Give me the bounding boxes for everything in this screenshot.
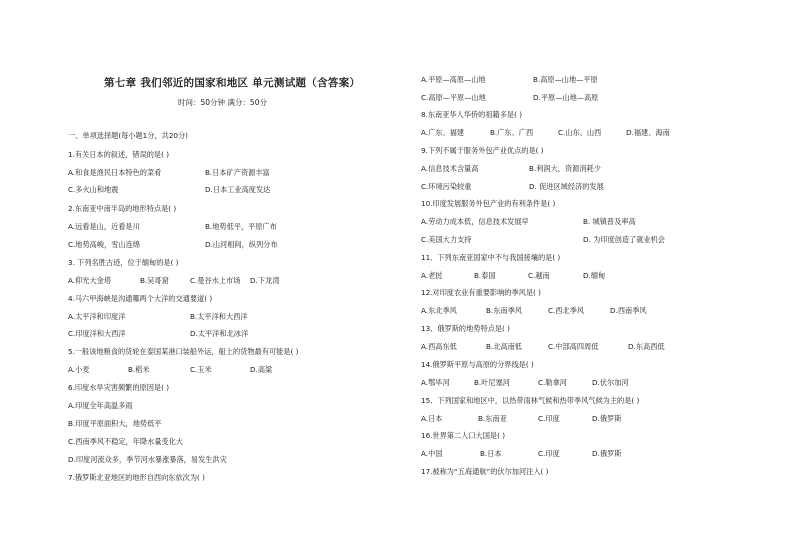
q1-option-a: A.和食是渔民日本特色的菜肴 (68, 168, 162, 177)
q10-option-b: B. 城镇普及率高 (583, 217, 636, 226)
question-12: 12.对印度农业有重要影响的季风是( ) (421, 288, 541, 297)
q6-option-c: C.西南季风不稳定，年降水量变化大 (68, 437, 184, 446)
q11-option-c: C.越南 (528, 271, 550, 280)
q14-option-c: C.勒拿河 (538, 378, 567, 387)
q9-option-d: D. 促进区域经济的发展 (529, 182, 604, 191)
question-6: 6.印度水旱灾害频繁的原因是( ) (68, 383, 170, 392)
q7-option-d: D.平原—山地—高原 (533, 93, 599, 102)
q8-option-d: D.福建、海南 (626, 128, 670, 137)
q14-option-b: B.叶尼塞河 (474, 378, 510, 387)
q11-option-a: A.老挝 (421, 271, 443, 280)
q12-option-a: A.东北季风 (421, 306, 457, 315)
question-3: 3. 下列名胜古迹，位于缅甸的是( ) (68, 258, 179, 267)
q15-option-a: A.日本 (421, 414, 443, 423)
q9-option-a: A.信息技术含量高 (421, 164, 479, 173)
q15-option-c: C.印度 (538, 414, 560, 423)
q10-option-a: A.劳动力成本低，信息技术发展早 (421, 217, 529, 226)
q9-option-c: C.环境污染较重 (421, 182, 472, 191)
q12-option-d: D.西南季风 (610, 306, 647, 315)
page-title: 第七章 我们邻近的国家和地区 单元测试题（含答案） (104, 77, 361, 89)
question-10: 10.印度发展服务外包产业的有利条件是( ) (421, 199, 556, 208)
question-11: 11、下列东南亚国家中不与我国接壤的是( ) (421, 253, 561, 262)
q12-option-b: B.东南季风 (486, 306, 522, 315)
q10-option-d: D. 为印度创造了就业机会 (583, 235, 665, 244)
q4-option-c: C.印度洋和大西洋 (68, 329, 126, 338)
q6-option-b: B.印度平原面积大，地势低平 (68, 419, 162, 428)
question-13: 13、俄罗斯的地势特点是( ) (421, 324, 510, 333)
section-heading: 一、单项选择题(每小题1分，共20分) (68, 131, 188, 140)
q7-option-b: B.高原—山地—平原 (533, 75, 598, 84)
q8-option-b: B.广东、广西 (490, 128, 534, 137)
q3-option-c: C.曼谷水上市场 (190, 276, 241, 285)
q16-option-c: C.印度 (538, 449, 560, 458)
q4-option-b: B.太平洋和大西洋 (190, 312, 248, 321)
question-7: 7.俄罗斯北亚地区的地形自西向东依次为( ) (68, 473, 205, 482)
q13-option-b: B.北高南低 (486, 342, 522, 351)
q6-option-d: D.印度河流众多，季节河水暴涨暴落，易发生洪灾 (68, 455, 227, 464)
q8-option-a: A.广东、福建 (421, 128, 465, 137)
q11-option-b: B.泰国 (474, 271, 496, 280)
q13-option-a: A.西高东低 (421, 342, 457, 351)
q15-option-b: B.东南亚 (478, 414, 507, 423)
q3-option-a: A.仰光大金塔 (68, 276, 112, 285)
question-5: 5.一般该地粮食的货轮在泰国某港口装船外运，船上的货物最有可能是( ) (68, 347, 299, 356)
q5-option-c: C.玉米 (190, 365, 212, 374)
q4-option-d: D.太平洋和北冰洋 (190, 329, 249, 338)
question-17: 17.被称为“五海通航”的伏尔加河注入( ) (421, 467, 549, 476)
q14-option-a: A.鄂毕河 (421, 378, 450, 387)
q1-option-b: B.日本矿产资源丰富 (205, 168, 270, 177)
q8-option-c: C.山东、山西 (558, 128, 602, 137)
q9-option-b: B.利润大，资源消耗少 (529, 164, 601, 173)
question-16: 16.世界第二人口大国是( ) (421, 431, 506, 440)
question-2: 2.东南亚中南半岛的地形特点是( ) (68, 204, 177, 213)
q10-option-c: C.美国大力支持 (421, 235, 472, 244)
q2-option-b: B.地势低平，平原广布 (205, 222, 277, 231)
q6-option-a: A.印度全年高温多雨 (68, 401, 133, 410)
q7-option-a: A.平原—高原—山地 (421, 75, 486, 84)
q5-option-d: D.高粱 (250, 365, 273, 374)
q15-option-d: D.俄罗斯 (592, 414, 622, 423)
q5-option-a: A.小麦 (68, 365, 90, 374)
q1-option-c: C.多火山和地震 (68, 185, 119, 194)
q2-option-d: D.山河相间，纵列分布 (205, 240, 278, 249)
exam-info: 时间：50分钟 满分：50分 (178, 98, 267, 107)
q16-option-a: A.中国 (421, 449, 443, 458)
q7-option-c: C.高原—平原—山地 (421, 93, 486, 102)
q1-option-d: D.日本工业高度发达 (205, 185, 271, 194)
question-4: 4.马六甲海峡是沟通哪两个大洋的交通要道( ) (68, 294, 213, 303)
question-1: 1.有关日本的叙述，错误的是( ) (68, 150, 170, 159)
q2-option-a: A.远看是山，近看是川 (68, 222, 140, 231)
q14-option-d: D.伏尔加河 (592, 378, 629, 387)
q16-option-d: D.俄罗斯 (592, 449, 622, 458)
q3-option-d: D.下龙湾 (250, 276, 280, 285)
q3-option-b: B.吴哥窟 (140, 276, 169, 285)
q5-option-b: B.稻米 (128, 365, 150, 374)
q11-option-d: D.缅甸 (583, 271, 606, 280)
q12-option-c: C.西北季风 (548, 306, 585, 315)
q4-option-a: A.太平洋和印度洋 (68, 312, 126, 321)
question-15: 15、下列国家和地区中，以热带雨林气候和热带季风气候为主的是( ) (421, 396, 640, 405)
question-9: 9.下列不属于服务外包产业优点的是( ) (421, 146, 544, 155)
question-8: 8.东南亚华人华侨的祖籍多是( ) (421, 110, 523, 119)
q16-option-b: B.日本 (480, 449, 502, 458)
question-14: 14.俄罗斯平原与高原的分界线是( ) (421, 360, 534, 369)
q13-option-c: C.中部高四周低 (548, 342, 599, 351)
q2-option-c: C.地势高峻，雪山连绵 (68, 240, 140, 249)
q13-option-d: D.东高西低 (628, 342, 665, 351)
